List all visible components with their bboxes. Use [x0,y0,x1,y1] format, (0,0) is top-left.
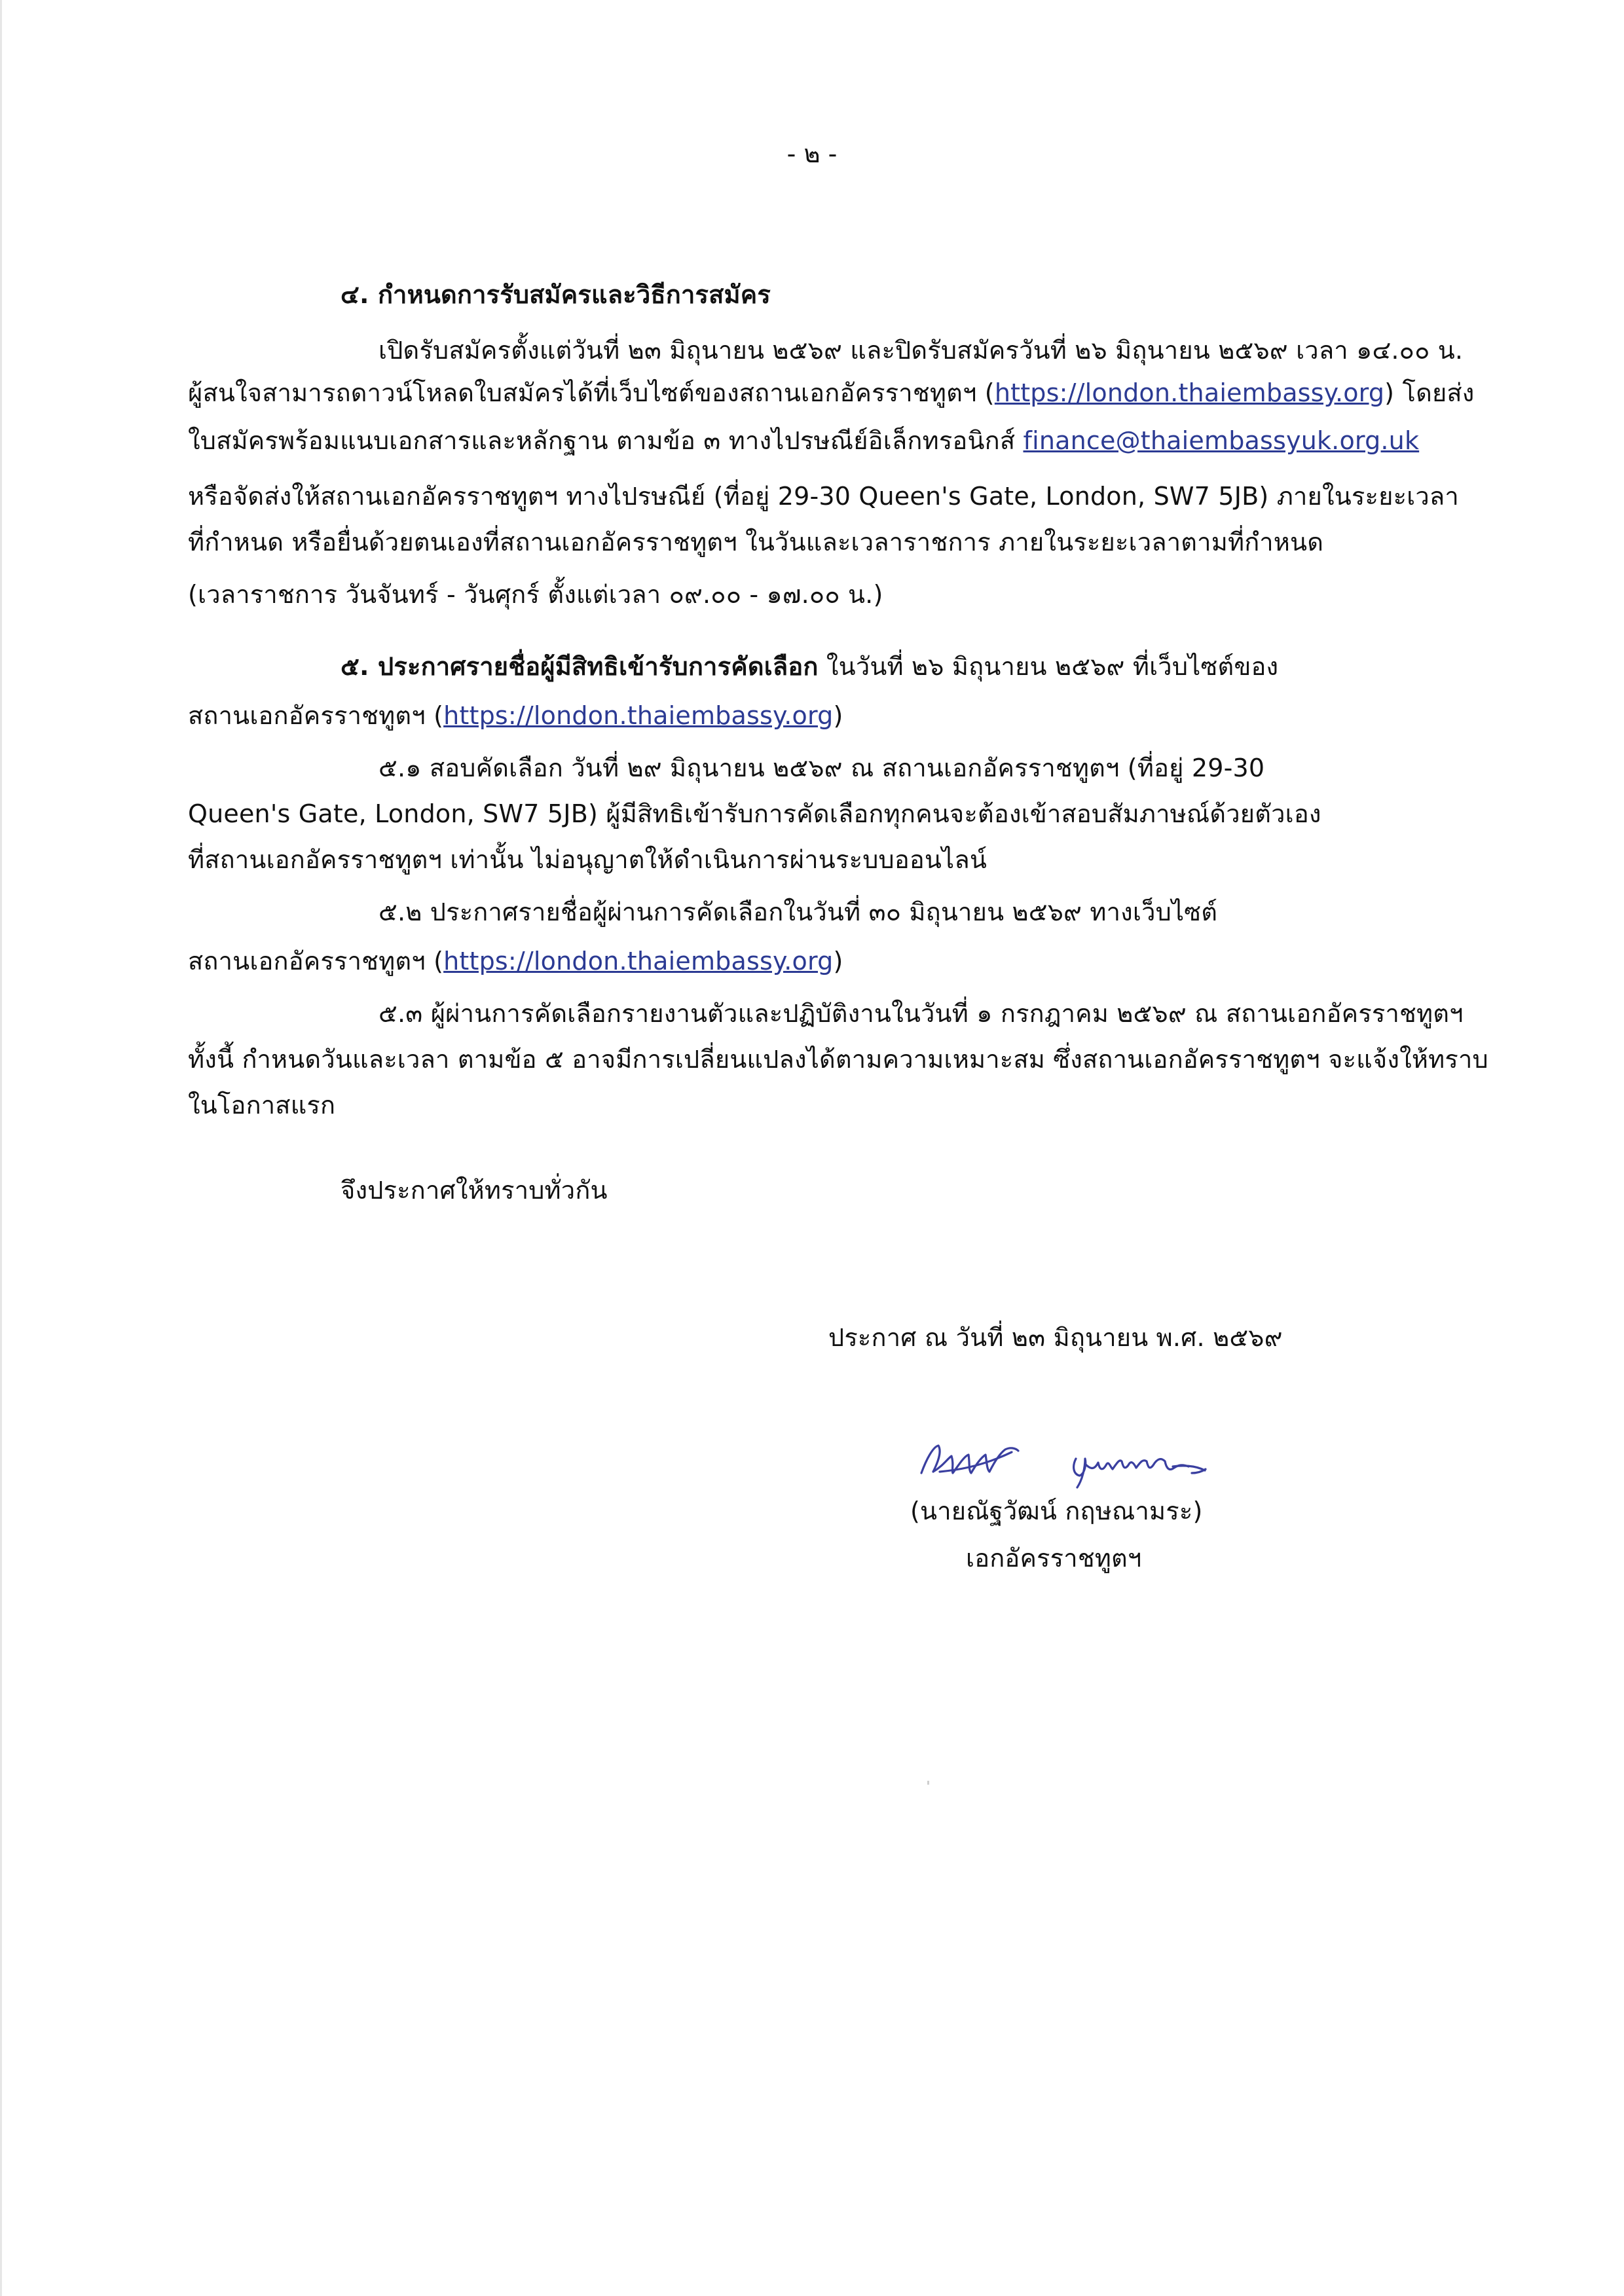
section51-line3: ที่สถานเอกอัครราชทูตฯ เท่านั้น ไม่อนุญาตให้ดำเนินการผ่านระบบออนไลน์ [188,845,987,874]
website-link[interactable]: https://london.thaiembassy.org [443,947,834,975]
section5-heading: ๕. ประกาศรายชื่อผู้มีสิทธิเข้ารับการคัดเลือก [341,652,819,681]
section4-line3-text: ใบสมัครพร้อมแนบเอกสารและหลักฐาน ตามข้อ ๓ ทางไปรษณีย์อิเล็กทรอนิกส์ [188,426,1024,455]
signatory-name: (นายณัฐวัฒน์ กฤษณามระ) [910,1497,1203,1525]
section53-line1: ๕.๓ ผู้ผ่านการคัดเลือกรายงานตัวและปฏิบัติงานในวันที่ ๑ กรกฎาคม ๒๕๖๙ ณ สถานเอกอัครราชทูตฯ [378,999,1464,1028]
website-link[interactable]: https://london.thaiembassy.org [443,701,834,730]
section52-line2-text-a: สถานเอกอัครราชทูตฯ ( [188,947,444,975]
section52-line1: ๕.๒ ประกาศรายชื่อผู้ผ่านการคัดเลือกในวันที่ ๓๐ มิถุนายน ๒๕๖๙ ทางเว็บไซต์ [378,898,1218,926]
page-number: - ๒ - [786,139,838,168]
handwritten-signature [913,1432,1267,1491]
section52-line2-text-b: ) [833,947,843,975]
scan-edge [0,0,2,2296]
section4-heading: ๔. กำหนดการรับสมัครและวิธีการสมัคร [341,280,771,309]
section4-line3 [188,421,1419,460]
section5-line2-text-a: สถานเอกอัครราชทูตฯ ( [188,701,444,730]
signatory-title: เอกอัครราชทูตฯ [966,1544,1142,1573]
section4-line6: (เวลาราชการ วันจันทร์ - วันศุกร์ ตั้งแต่เวลา ๐๙.๐๐ - ๑๗.๐๐ น.) [188,580,883,609]
section4-line2-text-a: ผู้สนใจสามารถดาวน์โหลดใบสมัครได้ที่เว็บไซต์ของสถานเอกอัครราชทูตฯ ( [188,378,995,407]
email-link[interactable]: finance@thaiembassyuk.org.uk [1023,426,1420,455]
scan-mark [927,1781,929,1785]
section53-line2: ทั้งนี้ กำหนดวันและเวลา ตามข้อ ๕ อาจมีการเปลี่ยนแปลงได้ตามความเหมาะสม ซึ่งสถานเอกอัครราชทูตฯ จะแจ้งให้ทราบ [188,1045,1488,1074]
section4-line1: เปิดรับสมัครตั้งแต่วันที่ ๒๓ มิถุนายน ๒๕๖๙ และปิดรับสมัครวันที่ ๒๖ มิถุนายน ๒๕๖๙ เวลา ๑๔.๐๐ น. [378,336,1464,365]
section5-heading-line [341,647,1278,686]
section51-line1: ๕.๑ สอบคัดเลือก วันที่ ๒๙ มิถุนายน ๒๕๖๙ ณ สถานเอกอัครราชทูตฯ (ที่อยู่ 29-30 [378,754,1265,782]
announcement-date: ประกาศ ณ วันที่ ๒๓ มิถุนายน พ.ศ. ๒๕๖๙ [828,1323,1283,1352]
section5-line2-text-b: ) [833,701,843,730]
section51-line2: Queen's Gate, London, SW7 5JB) ผู้มีสิทธิเข้ารับการคัดเลือกทุกคนจะต้องเข้าสอบสัมภาษณ์ด้วยตัวเอง [188,799,1321,828]
section53-line3: ในโอกาสแรก [188,1091,336,1120]
section5-heading-rest: ในวันที่ ๒๖ มิถุนายน ๒๕๖๙ ที่เว็บไซต์ของ [818,652,1279,681]
section52-line2 [188,941,843,981]
section4-line4: หรือจัดส่งให้สถานเอกอัครราชทูตฯ ทางไปรษณีย์ (ที่อยู่ 29-30 Queen's Gate, London, SW7 5JB) ภายในระยะเวลา [188,482,1459,511]
website-link[interactable]: https://london.thaiembassy.org [994,378,1385,407]
section5-line2 [188,696,843,735]
section4-line2 [188,373,1475,412]
section4-line5: ที่กำหนด หรือยื่นด้วยตนเองที่สถานเอกอัครราชทูตฯ ในวันและเวลาราชการ ภายในระยะเวลาตามที่กำหนด [188,528,1324,556]
closing-text: จึงประกาศให้ทราบทั่วกัน [341,1176,608,1205]
section4-line2-text-b: ) โดยส่ง [1384,378,1475,407]
